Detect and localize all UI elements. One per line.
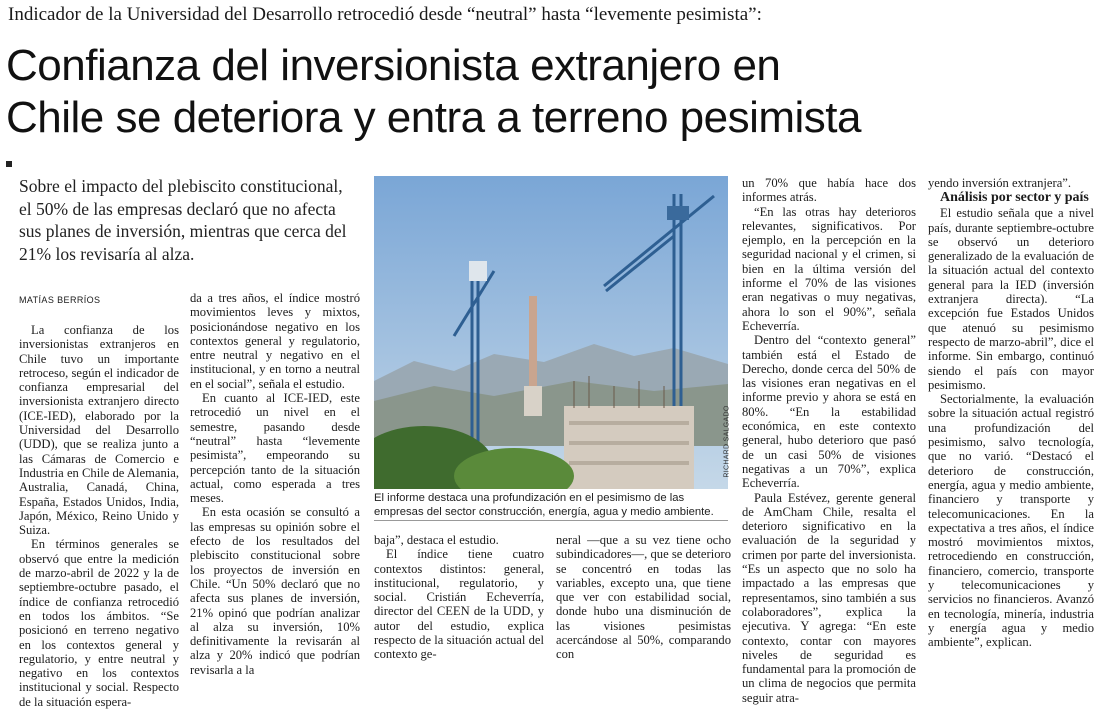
- paragraph: En esta ocasión se consultó a las empresas su opinión sobre el efecto de los resultados del plebiscito constitucional sobre los proyectos de inversión en Chile. “Un 50% declaró que no afecta sus planes de inversión, 21% opinó que podrían analizar al alza su inversión, 10% definitivamente la revisarán al alza y 20% indicó que podrían revisarla a la: [190, 505, 360, 677]
- paragraph: Dentro del “contexto general” también está el Estado de Derecho, donde cerca del 50% de las visiones eran negativas en el informe previo y ahora se está en 80%. “En la estabilidad económica, en este contexto general, hubo deterioro que pasó de un casi 50% de visiones negativas a un 70%”, explica Echeverría.: [742, 333, 916, 491]
- paragraph: yendo inversión extranjera”.: [928, 176, 1072, 190]
- paragraph: La confianza de los inversionistas extranjeros en Chile tuvo un importante retroceso, según el indicador de confianza empresarial del inversionista extranjero directo (ICE-IED), elaborado por la Universidad del Desarrollo (UDD), que se realiza junto a las Cámaras de Comercio e Industria en Chile de Alemania, Australia, Canadá, China, España, Estados Unidos, India, Japón, México, Reino Unido y Suiza.: [19, 323, 179, 538]
- construction-photo: [374, 176, 728, 489]
- crane-cab: [469, 261, 487, 281]
- column-4: [556, 533, 731, 662]
- paragraph: neral —que a su vez tiene ocho subindicadores—, que se deterioro se concentró en todas las variables, excepto una, que tiene que ver con estabilidad social, donde hubo una disminución de las visiones pesimistas acercándose al 50%, comparando con: [556, 533, 731, 662]
- photo-caption: El informe destaca una profundización en el pesimismo de las empresas del sector construcción, energía, agua y medio ambiente.: [374, 492, 714, 518]
- column-1: [19, 323, 179, 709]
- column-2: [190, 291, 360, 677]
- photo-credit: RICHARD SALGADO: [723, 405, 731, 478]
- paragraph: da a tres años, el índice mostró movimientos leves y mixtos, posicionándose negativo en los contextos general y regulatorio, entre neutral y negativo en el institucional, y en torno a neutral en el social”, señala el estudio.: [190, 291, 360, 391]
- building: [564, 406, 694, 489]
- column-6: [928, 176, 1094, 650]
- column-5: [742, 176, 916, 705]
- byline: MATÍAS BERRÍOS: [19, 295, 101, 305]
- paragraph: En términos generales se observó que entre la medición de marzo-abril de 2022 y la de septiembre-octubre pasado, el índice de confianza retrocedió en todos los ámbitos. “Se posicionó en terreno negativo en los contextos general y regulatorio, y entre neutral y negativo en los contextos institucional y social. Respecto de la situación espera-: [19, 537, 179, 709]
- deck: Sobre el impacto del plebiscito constitucional, el 50% de las empresas declaró que no afecta sus planes de inversión, mientras que cerca del 21% los revisaría al alza.: [19, 176, 347, 264]
- headline-line-1: Confianza del inversionista extranjero en: [6, 41, 781, 90]
- paragraph: un 70% que había hace dos informes atrás.: [742, 176, 916, 205]
- paragraph: “En las otras hay deterioros relevantes, significativos. Por ejemplo, en la percepción en la seguridad nacional y el crimen, si bien en la última versión del informe el 70% de las visiones eran negativas o muy negativas, ahora lo son el 90%”, señala Echeverría.: [742, 204, 916, 333]
- paragraph: Paula Estévez, gerente general de AmCham Chile, resalta el deterioro significativo en la evaluación de la seguridad y crimen por parte del inversionista. “Es un aspecto que no solo ha impactado a las empresas que representamos, sino también a sus colaboradores”, explica la ejecutiva. Y agrega: “En este contexto, contar con mayores niveles de seguridad es fundamental para la promoción de un clima de negocios que permita seguir atra-: [742, 490, 916, 705]
- crane-cab: [667, 206, 689, 220]
- column-3: [374, 533, 544, 662]
- paragraph: En cuanto al ICE-IED, este retrocedió un nivel en el semestre, pasando desde “neutral” hasta “levemente pesimista”, empeorando su percepción tanto de la situación actual, como esperada a tres meses.: [190, 391, 360, 506]
- deck-bullet: [6, 161, 12, 167]
- headline-line-2: Chile se deteriora y entra a terreno pesimista: [6, 93, 861, 142]
- paragraph: El índice tiene cuatro contextos distintos: general, institucional, regulatorio, y social. Cristián Echeverría, director del CEEN de la UDD, y autor del estudio, explica respecto de la situación actual del contexto ge-: [374, 547, 544, 662]
- caption-divider: [374, 520, 728, 521]
- paragraph: baja”, destaca el estudio.: [374, 533, 499, 547]
- headline: [6, 40, 1100, 144]
- section-subhead: Análisis por sector y país: [940, 190, 1089, 206]
- kicker: Indicador de la Universidad del Desarrollo retrocedió desde “neutral” hasta “levemente pesimista”:: [8, 4, 762, 25]
- paragraph: Sectorialmente, la evaluación sobre la situación actual registró una profundización del pesimismo, salvo tecnología, que no varió. “Destacó el deterioro de construcción, energía, agua y medio ambiente, financiero y transporte y telecomunicaciones. En la expectativa a tres años, el índice mostró movimientos mixtos, retrocediendo en construcción, financiero, comercio, transporte y telecomunicaciones y servicios no financieros. Avanzó en tecnología, minería, industria y energía agua y medio ambiente”, explican.: [928, 392, 1094, 650]
- construction-scene-illustration: [374, 176, 728, 489]
- paragraph: El estudio señala que a nivel país, durante septiembre-octubre se observó un deterioro generalizado de la evaluación de la situación actual del contexto general para la IED (inversión extranjera directa). “La excepción fue Estados Unidos que atenuó su pesimismo respecto de marzo-abril”, dice el informe. Sin embargo, continuó siendo el país con mayor pesimismo.: [928, 206, 1094, 392]
